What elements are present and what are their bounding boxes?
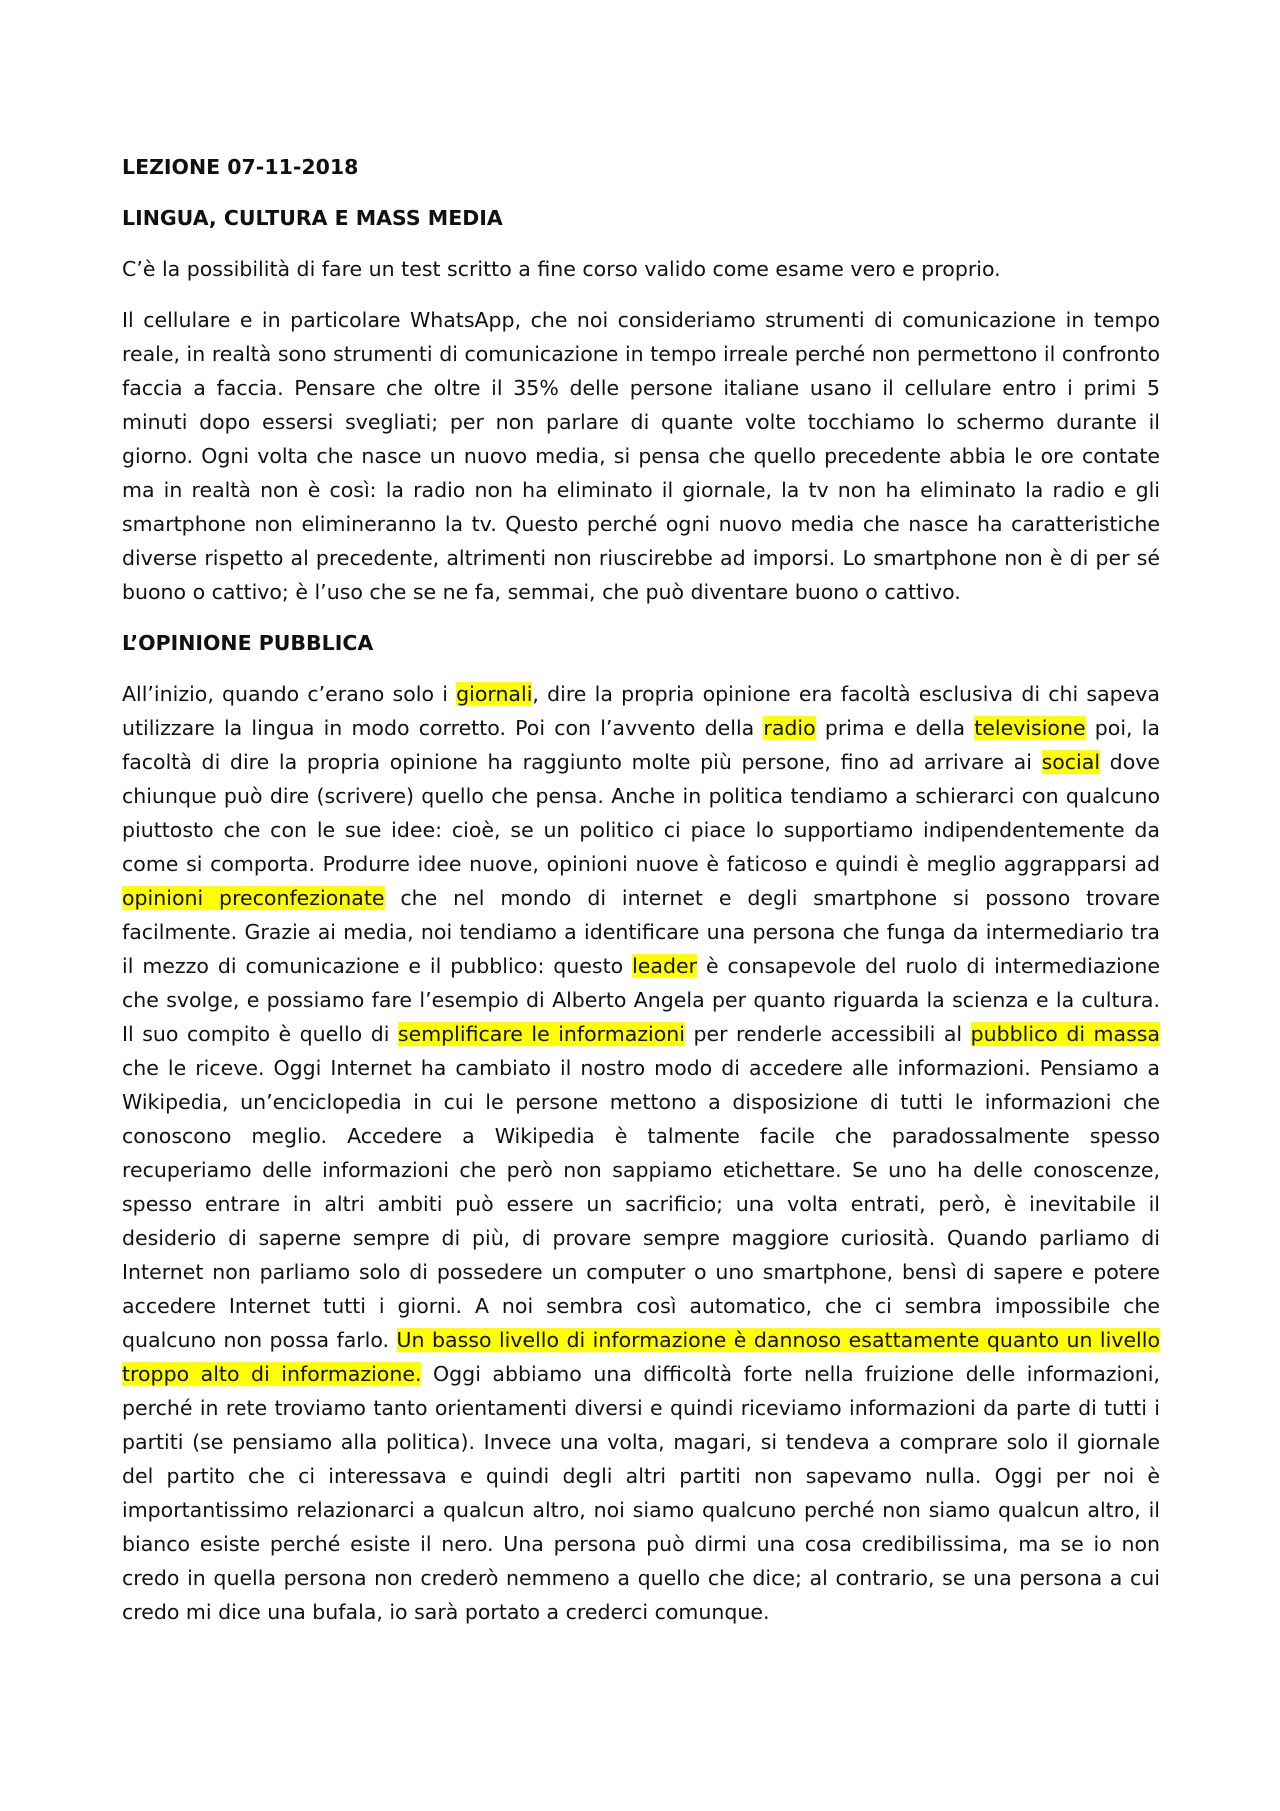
text-segment: Oggi abbiamo una difficoltà forte nella fruizione delle informazioni, perché in rete troviamo tanto orientamenti diversi e quindi riceviamo informazioni da parte di tutti i partiti (se pensiamo alla politica). Invece una volta, magari, si tendeva a comprare solo il giornale del partito che ci interessava e quindi degli altri partiti non sapevamo nulla. Oggi per noi è importantissimo relazionarci a qualcun altro, noi siamo qualcuno perché non siamo qualcun altro, il bianco esiste perché esiste il nero. Una persona può dirmi una cosa credibilissima, ma se io non credo in quella persona non crederò nemmeno a quello che dice; al contrario, se una persona a cui credo mi dice una bufala, io sarà portato a crederci comunque. — [122, 1362, 1160, 1624]
text-segment: che nel mondo di internet e degli smartphone si possono trovare facilmente. Grazie ai media, noi tendiamo a identificare una persona che funga da intermediario tra il mezzo di comunicazione e il pubblico: questo — [122, 886, 1160, 978]
text-segment: che le riceve. Oggi Internet ha cambiato il nostro modo di accedere alle informazioni. Pensiamo a Wikipedia, un’enciclopedia in cui le persone mettono a disposizione di tutti le informazioni che conoscono meglio. Accedere a Wikipedia è talmente facile che paradossalmente spesso recuperiamo delle informazioni che però non sappiamo etichettare. Se uno ha delle conoscenze, spesso entrare in altri ambiti può essere un sacrificio; una volta entrati, però, è inevitabile il desiderio di saperne sempre di più, di provare sempre maggiore curiosità. Quando parliamo di Internet non parliamo solo di possedere un computer o uno smartphone, bensì di sapere e potere accedere Internet tutti i giorni. A noi sembra così automatico, che ci sembra impossibile che qualcuno non possa farlo. — [122, 1056, 1160, 1352]
highlighted-phrase: giornali — [456, 682, 533, 706]
text-segment: è consapevole del ruolo di intermediazione che svolge, e possiamo fare l’esempio di Alberto Angela per quanto riguarda la scienza e la cultura. Il suo compito è quello di — [122, 954, 1160, 1046]
text-segment: prima e della — [815, 716, 975, 740]
lesson-topic-heading: LINGUA, CULTURA E MASS MEDIA — [122, 206, 503, 230]
text-segment: per renderle accessibili al — [684, 1022, 971, 1046]
highlighted-phrase: televisione — [974, 716, 1086, 740]
highlighted-phrase: radio — [763, 716, 816, 740]
highlighted-phrase: pubblico di massa — [970, 1022, 1160, 1046]
text-segment: dove chiunque può dire (scrivere) quello che pensa. Anche in politica tendiamo a schierarci con qualcuno piuttosto che con le sue idee: cioè, se un politico ci piace lo supportiamo indipendentemente da come si comporta. Produrre idee nuove, opinioni nuove è faticoso e quindi è meglio aggrapparsi ad — [122, 750, 1160, 876]
highlighted-phrase: Un basso livello di informazione è dannoso esattamente quanto un livello — [396, 1328, 1160, 1352]
section-heading-public-opinion: L’OPINIONE PUBBLICA — [122, 631, 374, 655]
intro-paragraph: C’è la possibilità di fare un test scritto a fine corso valido come esame vero e proprio. — [122, 257, 1001, 281]
highlighted-phrase: social — [1041, 750, 1101, 774]
text-segment: , dire la propria opinione era facoltà esclusiva di chi sapeva utilizzare la lingua in modo corretto. Poi con l’avvento della — [122, 682, 1160, 740]
highlighted-phrase: semplificare le informazioni — [397, 1022, 685, 1046]
lesson-date-heading: LEZIONE 07-11-2018 — [122, 155, 359, 179]
highlighted-phrase: leader — [632, 954, 698, 978]
document-body — [122, 150, 1160, 1646]
paragraph-public-opinion — [122, 677, 1160, 1629]
text-segment: All’inizio, quando c’erano solo i — [122, 682, 457, 706]
paragraph-mobile-media: Il cellulare e in particolare WhatsApp, che noi consideriamo strumenti di comunicazione in tempo reale, in realtà sono strumenti di comunicazione in tempo irreale perché non permettono il confronto faccia a faccia. Pensare che oltre il 35% delle persone italiane usano il cellulare entro i primi 5 minuti dopo essersi svegliati; per non parlare di quante volte tocchiamo lo schermo durante il giorno. Ogni volta che nasce un nuovo media, si pensa che quello precedente abbia le ore contate ma in realtà non è così: la radio non ha eliminato il giornale, la tv non ha eliminato la radio e gli smartphone non elimineranno la tv. Questo perché ogni nuovo media che nasce ha caratteristiche diverse rispetto al precedente, altrimenti non riuscirebbe ad imporsi. Lo smartphone non è di per sé buono o cattivo; è l’uso che se ne fa, semmai, che può diventare buono o cattivo. — [122, 308, 1160, 604]
highlighted-phrase: opinioni preconfezionate — [122, 886, 385, 910]
highlighted-phrase: troppo alto di informazione. — [122, 1362, 422, 1386]
text-segment: poi, la facoltà di dire la propria opinione ha raggiunto molte più persone, fino ad arrivare ai — [122, 716, 1160, 774]
